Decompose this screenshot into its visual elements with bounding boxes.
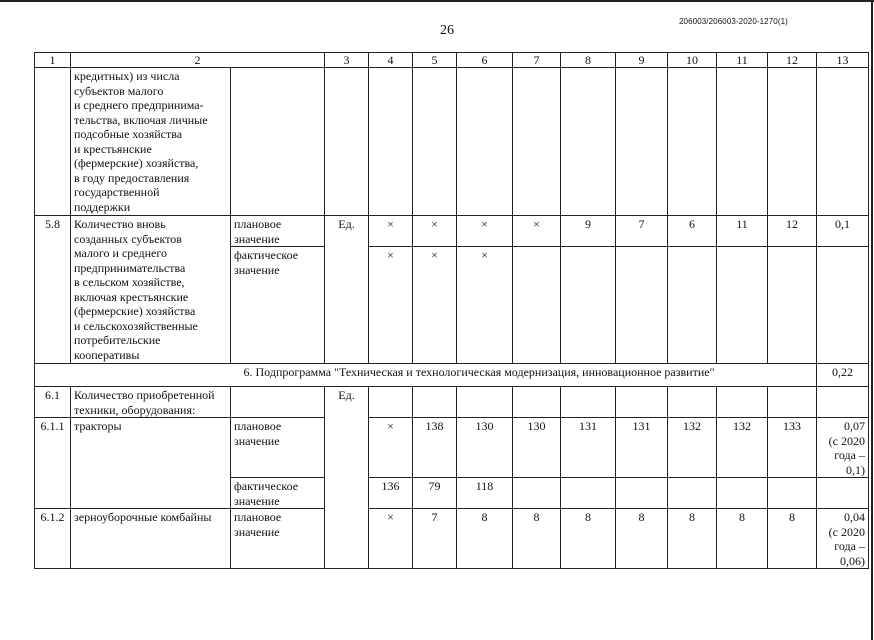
- row-number: 5.8: [35, 216, 71, 364]
- value-cell: [668, 478, 717, 509]
- value-cell: 130: [457, 418, 513, 478]
- value-cell: 12: [768, 216, 817, 247]
- table-row-6-1: [35, 387, 869, 418]
- header-row: [35, 53, 869, 68]
- value-cell: [668, 247, 717, 364]
- table-row-6-1-2-plan: [35, 509, 869, 569]
- value-cell: ×: [369, 247, 413, 364]
- table-row-5-8-plan: [35, 216, 869, 247]
- value-cell: 131: [616, 418, 668, 478]
- value-cell: ×: [413, 216, 457, 247]
- header-cell: 13: [817, 53, 869, 68]
- value-cell: [616, 247, 668, 364]
- value-cell: 136: [369, 478, 413, 509]
- value-cell: ×: [457, 247, 513, 364]
- value-cell: ×: [513, 216, 561, 247]
- table-row-6-1-1-plan: [35, 418, 869, 478]
- header-cell: 2: [71, 53, 325, 68]
- row-number: 6.1.2: [35, 509, 71, 569]
- header-cell: 11: [717, 53, 768, 68]
- indicator-description: Количество приобретенной техники, оборудования:: [71, 387, 231, 418]
- subprogram-title: 6. Подпрограмма "Техническая и технологическая модернизация, инновационное развитие": [35, 364, 817, 387]
- value-type-label: фактическое значение: [231, 247, 325, 364]
- row-number: 6.1: [35, 387, 71, 418]
- indicators-table: [34, 52, 869, 569]
- header-cell: 12: [768, 53, 817, 68]
- value-cell: 7: [413, 509, 457, 569]
- document-id: 206003/206003-2020-1270(1): [679, 17, 788, 26]
- page-edge-top: [0, 0, 874, 2]
- unit-cell: Ед.: [325, 216, 369, 364]
- subprogram-row: [35, 364, 869, 387]
- value-cell: [717, 478, 768, 509]
- value-cell: 8: [616, 509, 668, 569]
- value-cell: 6: [668, 216, 717, 247]
- table-row-continuation: [35, 68, 869, 216]
- value-cell: 8: [561, 509, 616, 569]
- header-cell: 4: [369, 53, 413, 68]
- value-cell: 79: [413, 478, 457, 509]
- value-cell: ×: [369, 509, 413, 569]
- header-cell: 7: [513, 53, 561, 68]
- value-cell: [616, 478, 668, 509]
- header-cell: 5: [413, 53, 457, 68]
- indicator-description: тракторы: [71, 418, 231, 509]
- indicator-description: зерноуборочные комбайны: [71, 509, 231, 569]
- value-cell: ×: [369, 216, 413, 247]
- value-cell: ×: [413, 247, 457, 364]
- value-cell: [513, 478, 561, 509]
- value-cell: 131: [561, 418, 616, 478]
- value-cell: 130: [513, 418, 561, 478]
- value-type-label: плановое значение: [231, 418, 325, 478]
- value-cell: 118: [457, 478, 513, 509]
- value-cell: 132: [668, 418, 717, 478]
- weight-cell: 0,22: [817, 364, 869, 387]
- indicator-description: кредитных) из числа субъектов малого и среднего предпринима- тельства, включая личные подсобные хозяйства и крестьянские (фермерские) хозяйства, в году предоставления государственной поддержки: [71, 68, 231, 216]
- value-cell: 132: [717, 418, 768, 478]
- header-cell: 3: [325, 53, 369, 68]
- value-type-label: плановое значение: [231, 509, 325, 569]
- header-cell: 1: [35, 53, 71, 68]
- value-cell: 7: [616, 216, 668, 247]
- value-cell: 8: [717, 509, 768, 569]
- value-cell: [717, 247, 768, 364]
- value-cell: [561, 247, 616, 364]
- weight-cell: 0,04 (с 2020 года – 0,06): [817, 509, 869, 569]
- value-cell: [513, 247, 561, 364]
- header-cell: 6: [457, 53, 513, 68]
- value-cell: 8: [768, 509, 817, 569]
- value-type-label: фактическое значение: [231, 478, 325, 509]
- value-cell: 9: [561, 216, 616, 247]
- page-number: 26: [440, 23, 454, 38]
- value-cell: [561, 478, 616, 509]
- value-cell: 8: [513, 509, 561, 569]
- value-cell: 138: [413, 418, 457, 478]
- unit-cell: Ед.: [325, 387, 369, 569]
- indicator-description: Количество вновь созданных субъектов малого и среднего предпринимательства в сельском хозяйстве, включая крестьянские (фермерские) хозяйства и сельскохозяйственные потребительские кооперативы: [71, 216, 231, 364]
- weight-cell: 0,1: [817, 216, 869, 247]
- value-cell: 133: [768, 418, 817, 478]
- value-cell: ×: [457, 216, 513, 247]
- header-cell: 9: [616, 53, 668, 68]
- value-cell: [768, 247, 817, 364]
- header-cell: 10: [668, 53, 717, 68]
- page-edge-right: [871, 0, 873, 640]
- row-number: 6.1.1: [35, 418, 71, 509]
- value-cell: 8: [668, 509, 717, 569]
- value-cell: ×: [369, 418, 413, 478]
- value-type-label: плановое значение: [231, 216, 325, 247]
- value-cell: 8: [457, 509, 513, 569]
- value-cell: [768, 478, 817, 509]
- value-cell: 11: [717, 216, 768, 247]
- header-cell: 8: [561, 53, 616, 68]
- weight-cell: 0,07 (с 2020 года – 0,1): [817, 418, 869, 478]
